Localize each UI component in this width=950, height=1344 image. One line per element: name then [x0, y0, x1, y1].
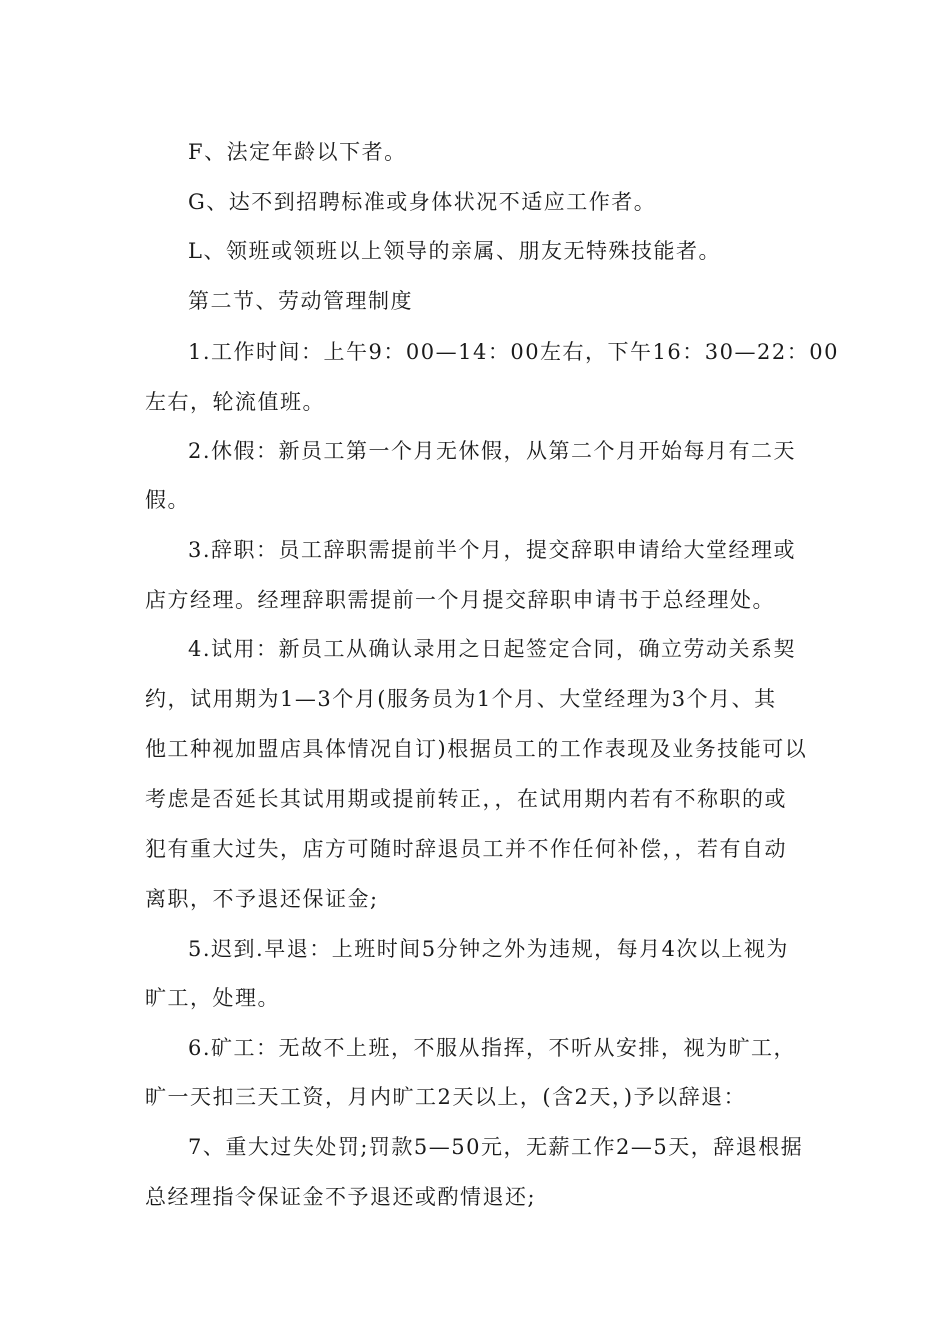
rule-4-line-3: 他工种视加盟店具体情况自订)根据员工的工作表现及业务技能可以 — [145, 737, 808, 761]
rule-4-line-5: 犯有重大过失，店方可随时辞退员工并不作任何补偿，，若有自动 — [145, 837, 787, 861]
list-item-f: F、法定年龄以下者。 — [188, 140, 407, 164]
rule-7-line-2: 总经理指令保证金不予退还或酌情退还; — [145, 1185, 537, 1209]
rule-7-line-1: 7、重大过失处罚;罚款5—50元，无薪工作2—5天，辞退根据 — [188, 1135, 804, 1159]
rule-6-line-1: 6.矿工：无故不上班，不服从指挥，不听从安排，视为旷工， — [188, 1036, 797, 1060]
rule-4-line-2: 约，试用期为1—3个月(服务员为1个月、大堂经理为3个月、其 — [145, 687, 777, 711]
rule-4-line-1: 4.试用：新员工从确认录用之日起签定合同，确立劳动关系契 — [188, 637, 797, 661]
rule-5-line-1: 5.迟到.早退：上班时间5分钟之外为违规，每月4次以上视为 — [188, 937, 789, 961]
rule-5-line-2: 旷工，处理。 — [145, 986, 280, 1010]
rule-4-line-6: 离职，不予退还保证金; — [145, 887, 379, 911]
rule-2-line-2: 假。 — [145, 488, 190, 512]
list-item-l: L、领班或领班以上领导的亲属、朋友无特殊技能者。 — [188, 239, 721, 263]
list-item-g: G、达不到招聘标准或身体状况不适应工作者。 — [188, 190, 657, 214]
rule-3-line-2: 店方经理。经理辞职需提前一个月提交辞职申请书于总经理处。 — [145, 588, 775, 612]
rule-6-line-2: 旷一天扣三天工资，月内旷工2天以上，(含2天，)予以辞退： — [145, 1085, 747, 1109]
rule-1-line-2: 左右，轮流值班。 — [145, 390, 325, 414]
section-heading: 第二节、劳动管理制度 — [188, 289, 413, 313]
rule-1-line-1: 1.工作时间：上午9：00—14：00左右，下午16：30—22：00 — [188, 340, 839, 364]
rule-2-line-1: 2.休假：新员工第一个月无休假，从第二个月开始每月有二天 — [188, 439, 797, 463]
rule-4-line-4: 考虑是否延长其试用期或提前转正，，在试用期内若有不称职的或 — [145, 787, 787, 811]
rule-3-line-1: 3.辞职：员工辞职需提前半个月，提交辞职申请给大堂经理或 — [188, 538, 797, 562]
